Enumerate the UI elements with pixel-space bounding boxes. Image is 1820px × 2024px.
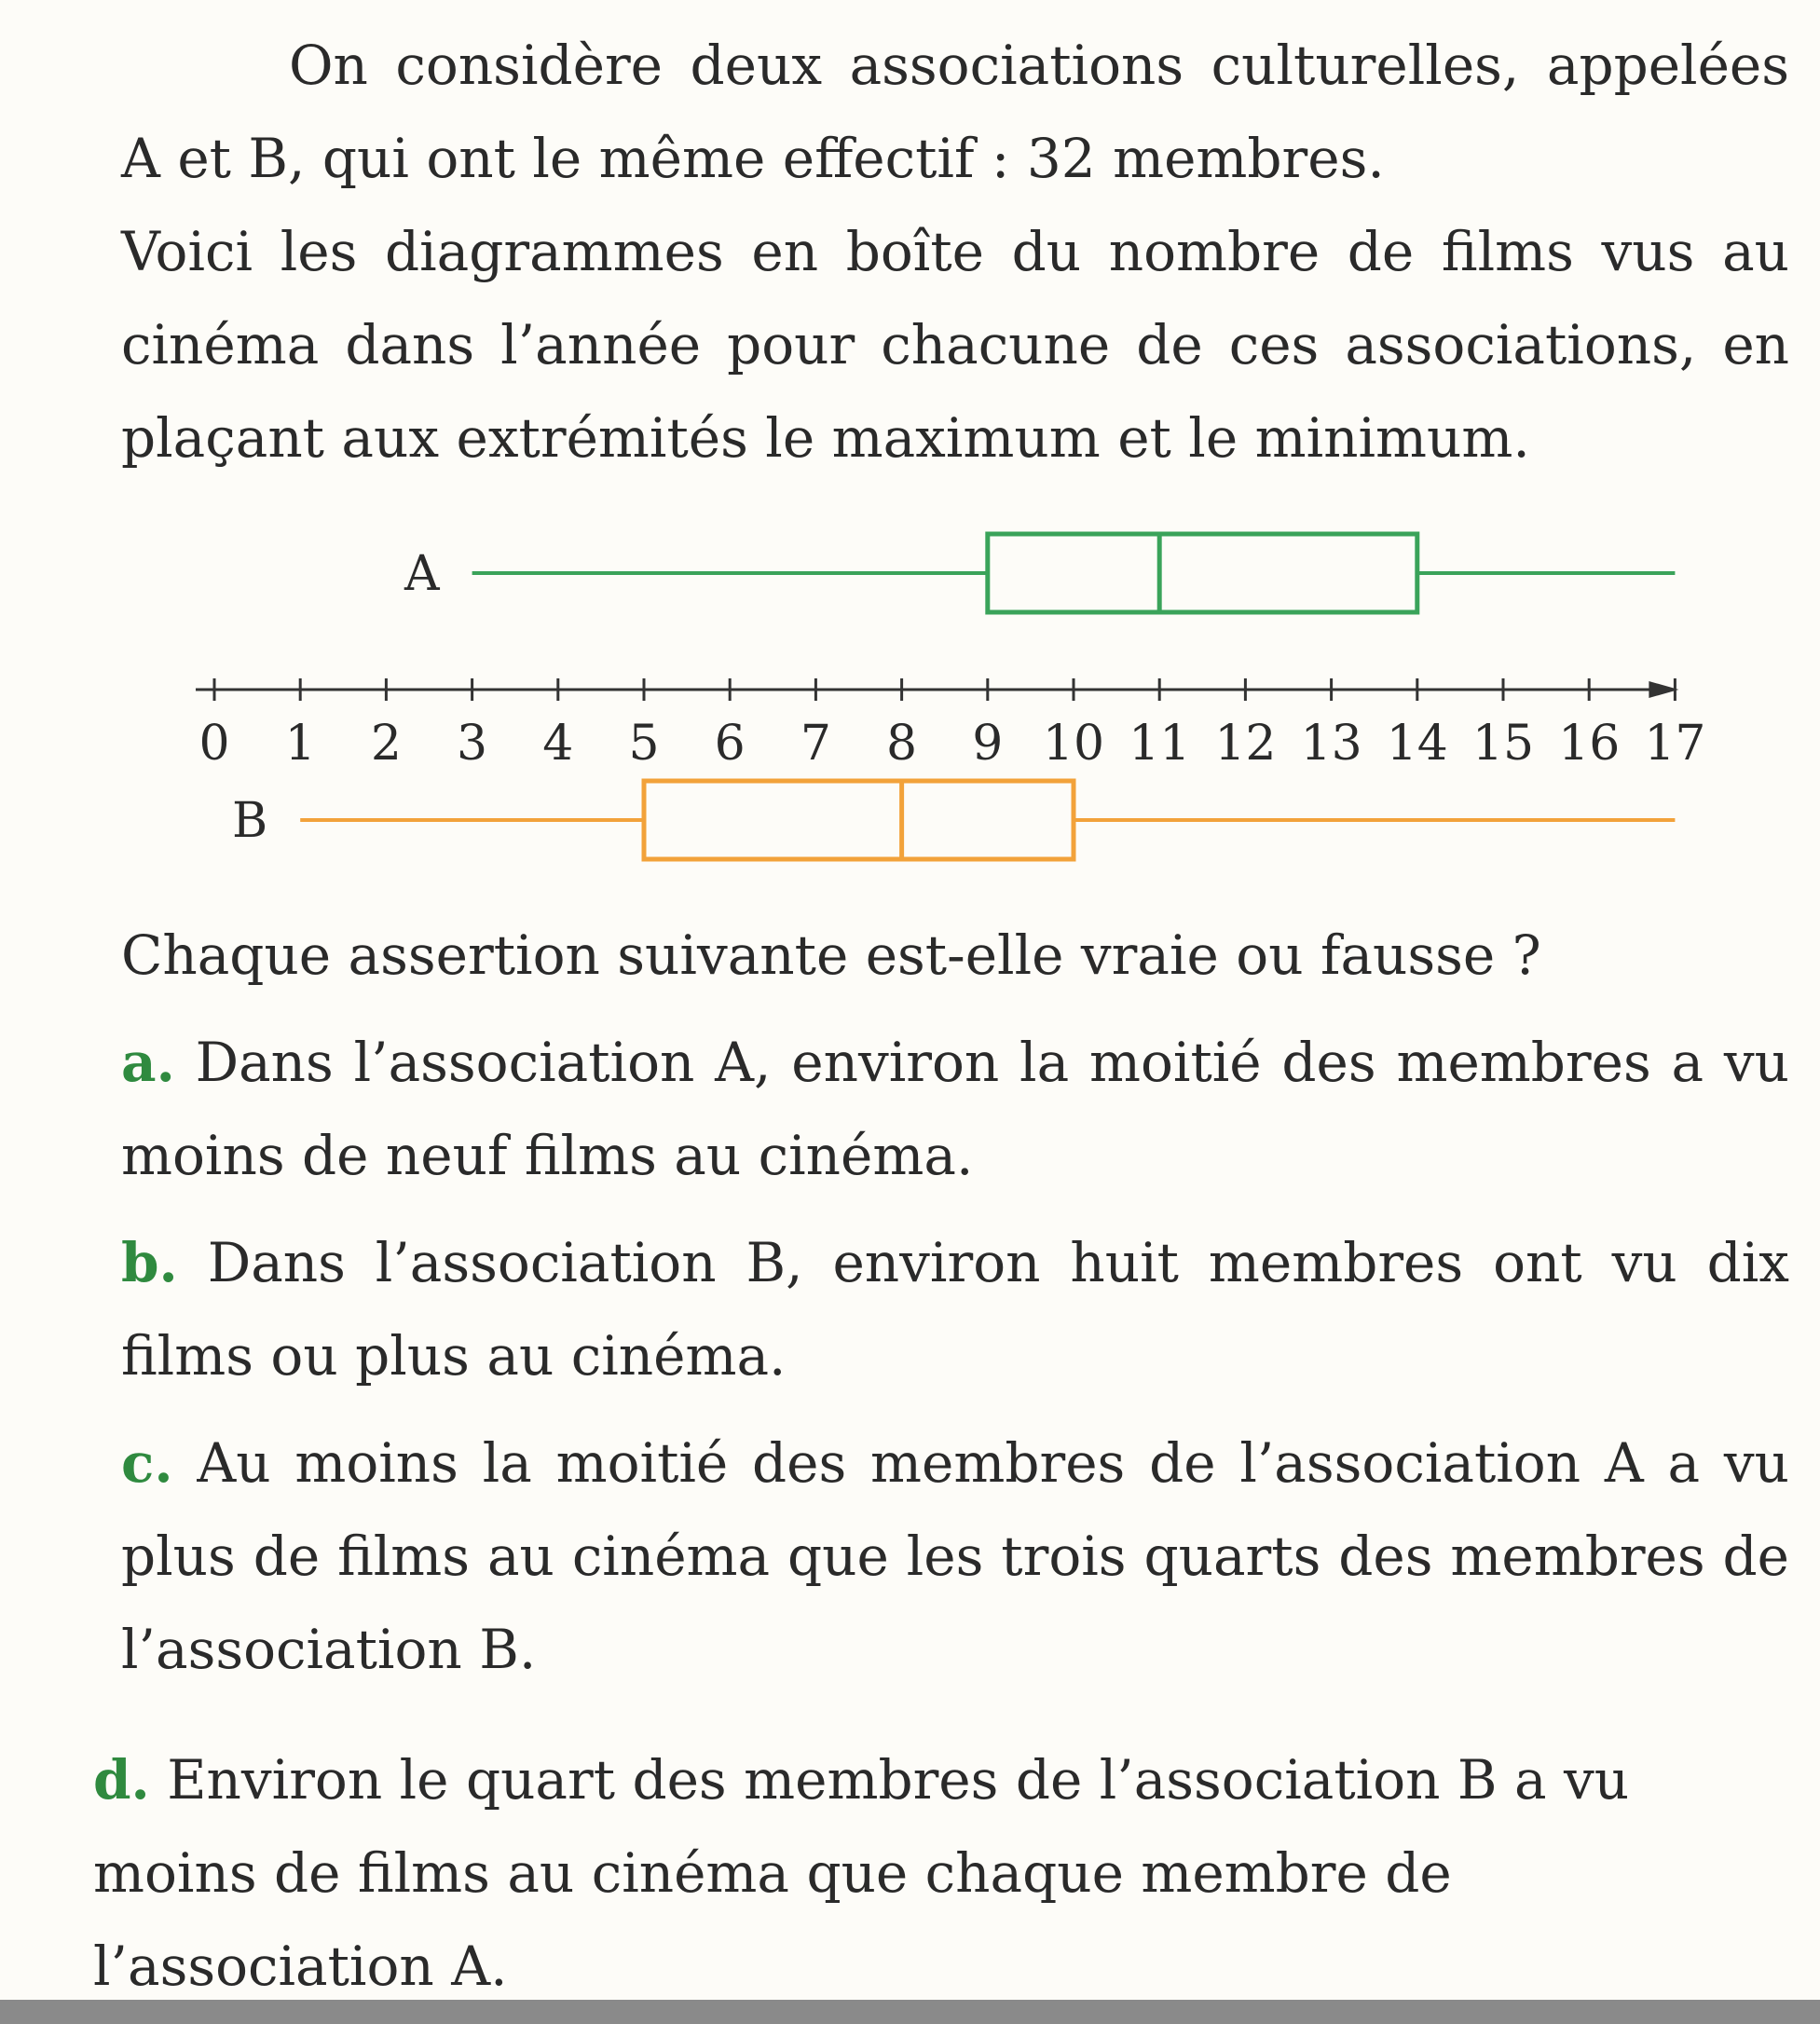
- item-c: [121, 1416, 1789, 1696]
- intro-paragraph: On considère deux associations culturelles, appelées A et B, qui ont le même effectif : 32 membres.: [121, 34, 1789, 190]
- tick-label: 7: [800, 716, 831, 772]
- item-b: [121, 1216, 1789, 1402]
- item-d: [93, 1733, 1696, 2013]
- tick-label: 5: [628, 716, 660, 772]
- item-d-text: Environ le quart des membres de l’association B a vu moins de films au cinéma que chaque membre de l’association A.: [93, 1748, 1630, 1998]
- item-a-text: Dans l’association A, environ la moitié des membres a vu moins de neuf films au cinéma.: [121, 1031, 1790, 1187]
- item-c-letter: c.: [121, 1431, 173, 1495]
- tick-label: 13: [1300, 716, 1362, 772]
- tick-label: 6: [714, 716, 746, 772]
- tick-label: 10: [1042, 716, 1105, 772]
- tick-label: 3: [457, 716, 488, 772]
- box-plot-chart: [0, 503, 1820, 885]
- tick-label: 2: [370, 716, 402, 772]
- tick-label: 8: [886, 716, 918, 772]
- item-c-text: Au moins la moitié des membres de l’association A a vu plus de films au cinéma que les trois quarts des membres de l’association B.: [121, 1431, 1790, 1681]
- question-text: Chaque assertion suivante est-elle vraie ou fausse ?: [121, 923, 1541, 987]
- tick-label: 16: [1558, 716, 1621, 772]
- description-paragraph: Voici les diagrammes en boîte du nombre de films vus au cinéma dans l’année pour chacune de ces associations, en plaçant aux extrémités le maximum et le minimum.: [121, 220, 1789, 470]
- tick-label: 9: [972, 716, 1004, 772]
- item-d-letter: d.: [93, 1748, 150, 1812]
- page-bottom-edge: [0, 2000, 1820, 2024]
- item-a: [121, 1016, 1789, 1202]
- tick-label: 14: [1386, 716, 1448, 772]
- tick-label: 17: [1644, 716, 1706, 772]
- tick-label: 15: [1471, 716, 1535, 772]
- box-a: [988, 534, 1417, 612]
- tick-label: 0: [198, 716, 230, 772]
- item-b-text: Dans l’association B, environ huit membres ont vu dix films ou plus au cinéma.: [121, 1231, 1790, 1388]
- tick-label: 1: [284, 716, 316, 772]
- series-label-a: A: [404, 546, 440, 602]
- box-b: [644, 781, 1074, 859]
- tick-label: 12: [1214, 716, 1277, 772]
- item-a-letter: a.: [121, 1031, 175, 1094]
- series-label-b: B: [231, 793, 268, 849]
- item-b-letter: b.: [121, 1231, 178, 1294]
- tick-label: 4: [542, 716, 574, 772]
- tick-label: 11: [1129, 716, 1191, 772]
